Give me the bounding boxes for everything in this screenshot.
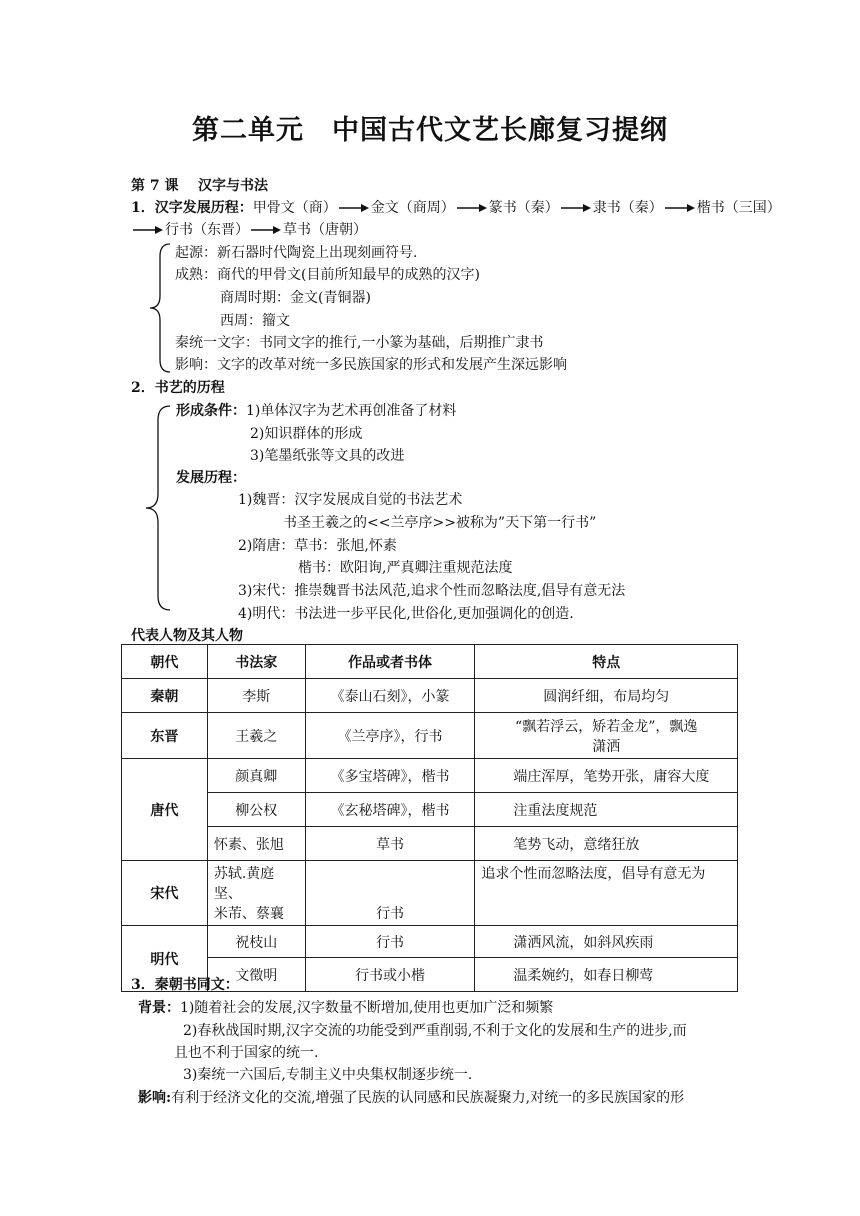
dev-weijin: 1)魏晋：汉字发展成自觉的书法艺术: [238, 492, 463, 508]
artist-cell: [207, 861, 305, 926]
maturity-line: 成熟：商代的甲骨文(目前所知最早的成熟的汉字): [175, 267, 480, 283]
brace-icon: [148, 242, 172, 374]
dynasty-cell: 唐代: [122, 759, 208, 861]
feature-cell: 潇洒风流，如斜风疾雨: [475, 926, 738, 958]
feature-cell: [475, 713, 738, 759]
dynasty-cell: 秦朝: [122, 679, 208, 713]
formation-item: 2)知识群体的形成: [250, 426, 363, 442]
work-cell: 草书: [305, 827, 475, 861]
shangzhou-line: 商周时期：金文(青铜器): [220, 290, 371, 306]
flow-item: 甲骨文（商）: [252, 200, 337, 216]
calligraphers-table: [121, 644, 738, 992]
background-item: 且也不利于国家的统一.: [174, 1045, 319, 1061]
table-caption: 代表人物及其人物: [131, 628, 243, 644]
feature-cell: 圆润纤细，布局均匀: [475, 679, 738, 713]
impact-label: 影响:: [138, 1090, 172, 1106]
dev-wangxizhi: 书圣王羲之的<<兰亭序>>被称为”天下第一行书”: [283, 515, 597, 531]
artist-line: 米芾、蔡襄: [213, 906, 284, 922]
formation-label: 形成条件：: [176, 403, 246, 419]
work-cell: 《兰亭序》，行书: [305, 713, 475, 759]
flow-item: 草书（唐朝）: [283, 222, 367, 238]
table-header-row: [122, 645, 738, 679]
dynasty-cell: 明代: [122, 926, 208, 992]
table-row: [122, 827, 738, 861]
work-cell: 行书: [305, 861, 475, 926]
arrow-icon: [665, 203, 695, 213]
artist-cell: 文徵明: [207, 958, 305, 992]
feature-line: “飘若浮云，矫若金龙”，飘逸: [515, 718, 698, 735]
artist-cell: 王羲之: [207, 713, 305, 759]
dev-ming: 4)明代：书法进一步平民化,世俗化,更加强调化的创造.: [238, 606, 574, 622]
qin-unify-line: 秦统一文字：书同文字的推行,一小篆为基础，后期推广隶书: [175, 335, 544, 351]
development-label: 发展历程：: [176, 470, 246, 486]
impact-row: [138, 1089, 684, 1107]
arrow-icon: [457, 203, 487, 213]
flow-item: 楷书（三国）: [696, 200, 781, 216]
dev-kaishu: 楷书：欧阳询,严真卿注重规范法度: [298, 560, 513, 576]
artist-cell: 柳公权: [207, 793, 305, 827]
artist-cell: 李斯: [207, 679, 305, 713]
artist-cell: 颜真卿: [207, 759, 305, 793]
dynasty-cell: 东晋: [122, 713, 208, 759]
background-item: 1)随着社会的发展,汉字数量不断增加,使用也更加广泛和频繁: [180, 1000, 554, 1016]
table-row: [122, 861, 738, 926]
table-row: [122, 713, 738, 759]
table-row: [122, 793, 738, 827]
feature-cell: 追求个性而忽略法度，倡导有意无为: [475, 861, 738, 926]
table-row: [122, 759, 738, 793]
section1-heading: 1．汉字发展历程：: [131, 200, 253, 216]
background-item: 3)秦统一六国后,专制主义中央集权制逐步统一.: [183, 1067, 473, 1083]
xizhou-line: 西周：籀文: [220, 313, 290, 329]
flow-item: 金文（商周）: [370, 200, 455, 216]
formation-item: 1)单体汉字为艺术再创准备了材料: [246, 403, 457, 419]
formation-item: 3)笔墨纸张等文具的改进: [250, 448, 405, 464]
work-cell: 《玄秘塔碑》，楷书: [305, 793, 475, 827]
arrow-icon: [561, 203, 591, 213]
arrow-icon: [251, 225, 281, 235]
artist-cell: 祝枝山: [207, 926, 305, 958]
header-dynasty: 朝代: [122, 645, 208, 679]
artist-cell: 怀素、张旭: [207, 827, 305, 861]
dev-suitang: 2)隋唐：草书：张旭,怀素: [238, 538, 397, 554]
dynasty-cell: 宋代: [122, 861, 208, 926]
impact-line: 影响：文字的改革对统一多民族国家的形式和发展产生深远影响: [175, 357, 567, 373]
flow-item: 篆书（秦）: [488, 200, 559, 216]
work-cell: 行书: [305, 926, 475, 958]
impact-text: 有利于经济文化的交流,增强了民族的认同感和民族凝聚力,对统一的多民族国家的形: [171, 1090, 685, 1106]
origin-line: 起源：新石器时代陶瓷上出现刻画符号.: [175, 245, 418, 261]
feature-cell: 端庄浑厚，笔势开张，庸容大度: [475, 759, 738, 793]
table-row: [122, 926, 738, 958]
arrow-icon: [339, 203, 369, 213]
work-cell: 行书或小楷: [305, 958, 475, 992]
section2-heading: 2．书艺的历程: [131, 380, 225, 396]
arrow-icon: [133, 225, 163, 235]
lesson-name: 汉字与书法: [198, 178, 268, 194]
header-work: 作品或者书体: [305, 645, 475, 679]
feature-line: 潇洒: [592, 738, 621, 755]
header-artist: 书法家: [207, 645, 305, 679]
artist-line: 苏轼.黄庭坚、: [213, 866, 275, 902]
brace-icon: [144, 404, 172, 612]
background-row: [138, 999, 553, 1017]
header-feature: 特点: [475, 645, 738, 679]
feature-cell: 笔势飞动，意绪狂放: [475, 827, 738, 861]
dev-song: 3)宋代：推崇魏晋书法风范,追求个性而忽略法度,倡导有意无法: [238, 583, 626, 599]
feature-cell: 注重法度规范: [475, 793, 738, 827]
page-title: 第二单元 中国古代文艺长廊复习提纲: [192, 115, 668, 146]
background-label: 背景：: [138, 1000, 180, 1016]
background-item: 2)春秋战国时期,汉字交流的功能受到严重削弱,不利于文化的发展和生产的进步,而: [183, 1023, 687, 1039]
flow-item: 行书（东晋）: [165, 222, 249, 238]
work-cell: 《泰山石刻》，小篆: [305, 679, 475, 713]
work-cell: 《多宝塔碑》，楷书: [305, 759, 475, 793]
formation-row: [176, 402, 456, 420]
table-row: [122, 679, 738, 713]
lesson-number: 第 7 课: [131, 178, 179, 194]
history-flow-line1: [131, 199, 781, 217]
section3-heading: 3．秦朝书同文：: [131, 977, 239, 993]
flow-item: 隶书（秦）: [592, 200, 663, 216]
history-flow-line2: [131, 221, 367, 239]
feature-cell: 温柔婉约，如春日柳莺: [475, 958, 738, 992]
